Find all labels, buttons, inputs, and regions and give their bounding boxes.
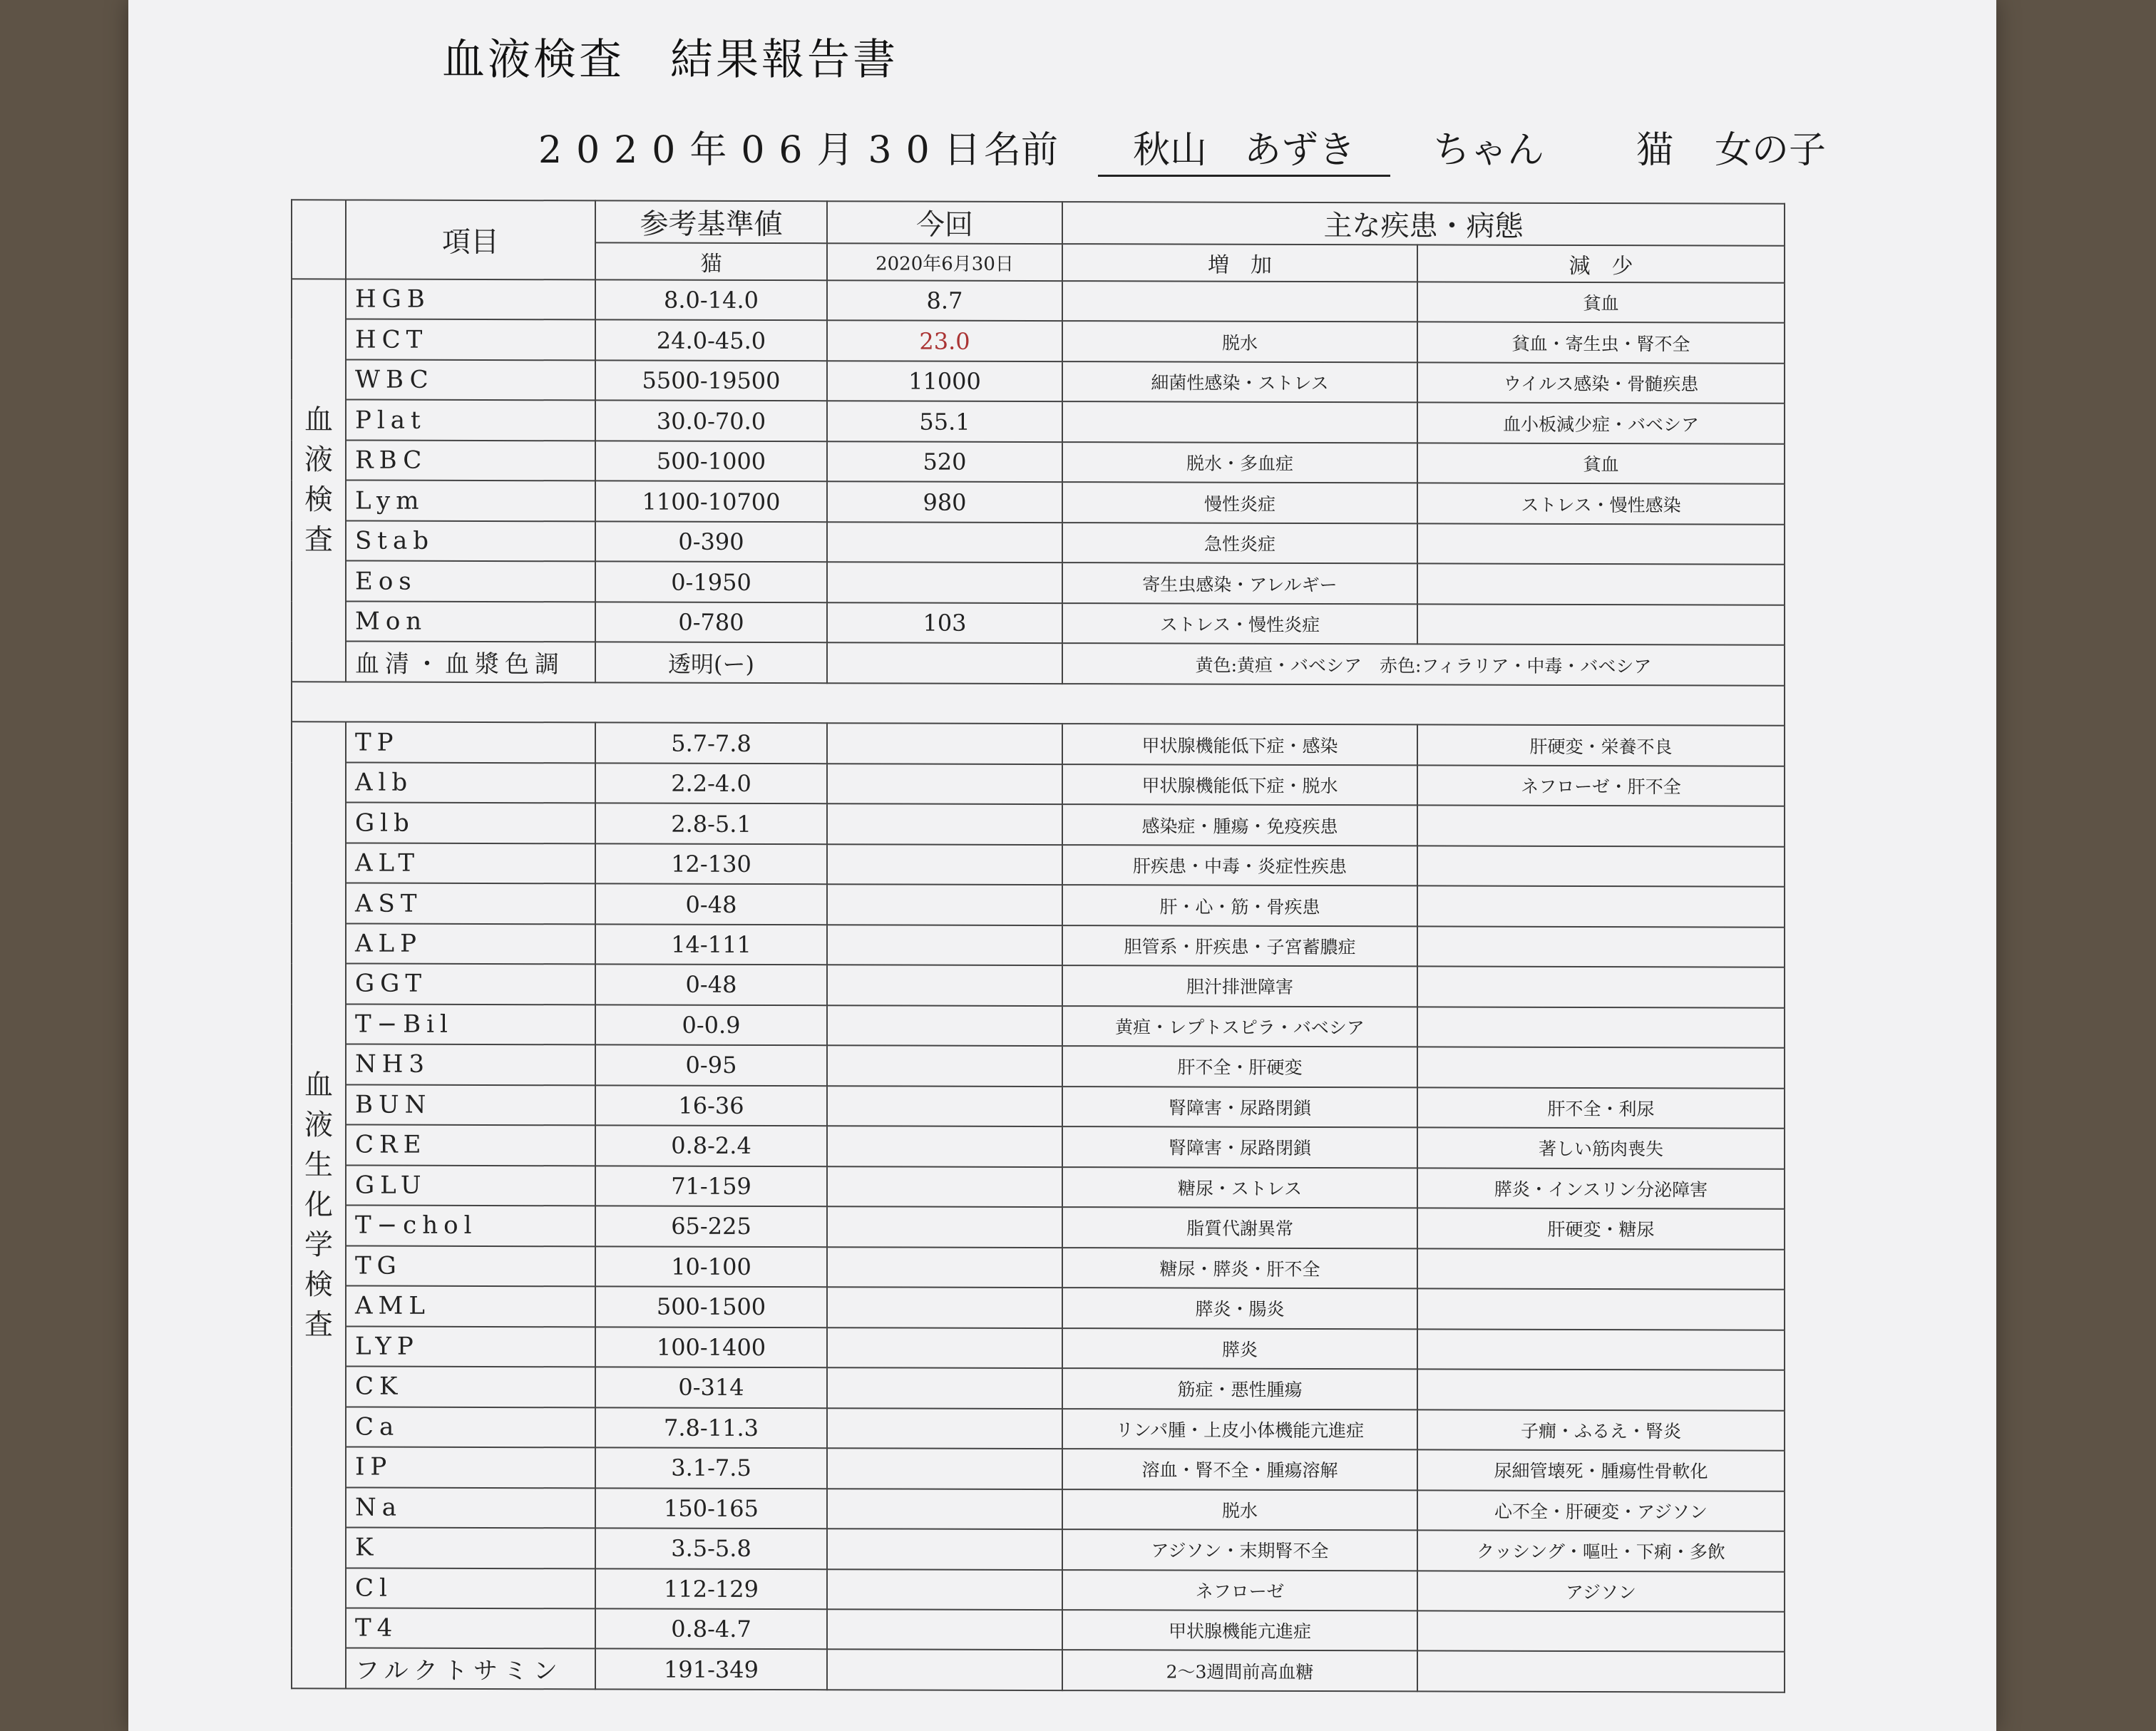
table-row [292, 843, 1785, 887]
decrease-cause [1417, 1007, 1785, 1048]
current-value [827, 1650, 1062, 1690]
section-label-char: 化 [304, 1188, 333, 1222]
test-item: T−chol [346, 1206, 595, 1246]
section-gap-cell [292, 682, 1785, 726]
test-item: IP [346, 1447, 595, 1488]
reference-value: 191-349 [595, 1649, 827, 1690]
test-item: Eos [346, 561, 595, 602]
section-label [292, 279, 346, 682]
test-item: CRE [346, 1125, 595, 1166]
increase-cause: ネフローゼ [1062, 1570, 1417, 1611]
header-item: 項目 [346, 200, 595, 279]
table-row [292, 1608, 1785, 1652]
reference-value: 500-1000 [595, 441, 827, 481]
section-gap [292, 682, 1785, 726]
increase-cause: 脱水・多血症 [1062, 442, 1417, 483]
decrease-cause [1417, 806, 1785, 847]
test-item: HGB [346, 279, 595, 319]
section-label-char: 検 [304, 1268, 333, 1302]
table-row [292, 319, 1785, 364]
current-value [827, 1327, 1062, 1368]
decrease-cause [1417, 523, 1785, 565]
decrease-cause [1417, 1248, 1785, 1290]
table-row [292, 1648, 1785, 1693]
decrease-cause: 心不全・肝硬変・アジソン [1417, 1490, 1785, 1531]
current-value [827, 804, 1062, 845]
test-item: Mon [346, 601, 595, 642]
table-row [292, 1487, 1785, 1531]
decrease-cause: 肝硬変・栄養不良 [1417, 725, 1785, 766]
reference-value: 0-48 [595, 884, 827, 925]
disease-note: 黄色:黄疸・バベシア 赤色:フィラリア・中毒・バベシア [1062, 643, 1785, 685]
increase-cause: 膵炎 [1062, 1328, 1417, 1370]
increase-cause: 慢性炎症 [1062, 483, 1417, 524]
report-date: 2020年06月30日 [538, 129, 995, 172]
test-item: 血清・血漿色調 [346, 642, 595, 682]
current-value [827, 844, 1062, 885]
increase-cause: 肝・心・筋・骨疾患 [1062, 885, 1417, 926]
decrease-cause: 肝硬変・糖尿 [1417, 1208, 1785, 1250]
section-label-char: 生 [304, 1149, 333, 1182]
reference-value: 0-1950 [595, 562, 827, 602]
reference-value: 30.0-70.0 [595, 401, 827, 441]
table-row [292, 1205, 1785, 1249]
current-value [827, 522, 1062, 563]
current-value [827, 884, 1062, 925]
results-table-wrapper [291, 199, 1784, 1693]
decrease-cause: ネフローゼ・肝不全 [1417, 765, 1785, 806]
current-value [827, 965, 1062, 1005]
test-item: TP [346, 722, 595, 763]
test-item: Alb [346, 762, 595, 803]
reference-value: 透明(ー) [595, 642, 827, 683]
reference-value: 0.8-2.4 [595, 1126, 827, 1166]
decrease-cause [1417, 1329, 1785, 1370]
table-row [292, 1004, 1785, 1048]
table-row [292, 883, 1785, 928]
current-value [827, 724, 1062, 764]
reference-value: 2.8-5.1 [595, 803, 827, 844]
test-item: Ca [346, 1407, 595, 1447]
current-value: 11000 [827, 361, 1062, 401]
table-row [292, 481, 1785, 525]
increase-cause: アジソン・末期腎不全 [1062, 1529, 1417, 1571]
reference-value: 10-100 [595, 1246, 827, 1287]
increase-cause: 黄疸・レプトスピラ・バベシア [1062, 1006, 1417, 1047]
increase-cause: リンパ腫・上皮小体機能亢進症 [1062, 1409, 1417, 1450]
increase-cause: 腎障害・尿路閉鎖 [1062, 1126, 1417, 1168]
increase-cause: 肝不全・肝硬変 [1062, 1046, 1417, 1087]
current-value [827, 1206, 1062, 1247]
current-value: 103 [827, 602, 1062, 643]
increase-cause: 2〜3週間前高血糖 [1062, 1650, 1417, 1692]
report-title: 血液検査 結果報告書 [442, 35, 898, 85]
increase-cause: 溶血・腎不全・腫瘍溶解 [1062, 1449, 1417, 1490]
test-item: Na [346, 1487, 595, 1528]
decrease-cause [1417, 967, 1785, 1008]
current-value [827, 1005, 1062, 1046]
current-value [827, 1367, 1062, 1408]
patient-name: 秋山 あずき [1098, 120, 1390, 177]
table-row [292, 561, 1785, 605]
increase-cause: 細菌性感染・ストレス [1062, 361, 1417, 403]
results-table [291, 199, 1785, 1693]
honorific: ちゃん [1433, 129, 1545, 172]
reference-value: 0-0.9 [595, 1005, 827, 1045]
section-label-char: 液 [304, 1109, 333, 1142]
test-item: ALT [346, 843, 595, 883]
decrease-cause [1417, 1369, 1785, 1410]
increase-cause: 感染症・腫瘍・免疫疾患 [1062, 804, 1417, 846]
increase-cause: ストレス・慢性炎症 [1062, 603, 1417, 644]
decrease-cause [1417, 604, 1785, 645]
table-row [292, 279, 1785, 323]
reference-value: 112-129 [595, 1568, 827, 1609]
increase-cause: 胆管系・肝疾患・子宮蓄膿症 [1062, 925, 1417, 967]
current-value: 55.1 [827, 401, 1062, 442]
table-row [292, 1285, 1785, 1330]
decrease-cause: ウイルス感染・骨髄疾患 [1417, 362, 1785, 404]
current-value: 23.0 [827, 321, 1062, 361]
section-label-char: 学 [304, 1228, 333, 1262]
test-item: T4 [346, 1608, 595, 1648]
section-label-char: 液 [304, 443, 333, 477]
section-label-char: 血 [304, 404, 333, 437]
increase-cause: 甲状腺機能亢進症 [1062, 1610, 1417, 1651]
table-row [292, 1366, 1785, 1410]
test-item: NH3 [346, 1044, 595, 1085]
header-disease: 主な疾患・病態 [1062, 202, 1785, 246]
current-value: 520 [827, 441, 1062, 482]
test-item: Plat [346, 400, 595, 441]
section-label-char: 血 [304, 1069, 333, 1102]
current-value [827, 1529, 1062, 1569]
reference-value: 0-314 [595, 1367, 827, 1407]
increase-cause: 糖尿・ストレス [1062, 1167, 1417, 1208]
header-current-date: 2020年6月30日 [827, 243, 1062, 281]
test-item: Cl [346, 1568, 595, 1608]
current-value [827, 1247, 1062, 1288]
table-row [292, 1407, 1785, 1451]
decrease-cause [1417, 564, 1785, 605]
reference-value: 5500-19500 [595, 360, 827, 401]
decrease-cause: ストレス・慢性感染 [1417, 483, 1785, 525]
table-row [292, 440, 1785, 484]
table-row [292, 601, 1785, 645]
reference-value: 150-165 [595, 1488, 827, 1529]
header-increase: 増 加 [1062, 244, 1417, 282]
decrease-cause [1417, 1289, 1785, 1330]
test-item: RBC [346, 440, 595, 481]
increase-cause: 胆汁排泄障害 [1062, 965, 1417, 1007]
current-value [827, 1126, 1062, 1166]
table-row [292, 762, 1785, 806]
reference-value: 65-225 [595, 1206, 827, 1247]
decrease-cause: 膵炎・インスリン分泌障害 [1417, 1168, 1785, 1209]
reference-value: 8.0-14.0 [595, 279, 827, 320]
current-value [827, 643, 1062, 684]
decrease-cause: 子癇・ふるえ・腎炎 [1417, 1409, 1785, 1451]
current-value [827, 1448, 1062, 1489]
reference-value: 0-390 [595, 521, 827, 562]
increase-cause: 寄生虫感染・アレルギー [1062, 563, 1417, 604]
increase-cause: 肝疾患・中毒・炎症性疾患 [1062, 845, 1417, 886]
patient-species: 猫 [1636, 129, 1674, 172]
current-value [827, 1166, 1062, 1207]
reference-value: 1100-10700 [595, 481, 827, 522]
reference-value: 7.8-11.3 [595, 1407, 827, 1448]
reference-value: 0-95 [595, 1045, 827, 1086]
reference-value: 5.7-7.8 [595, 723, 827, 764]
increase-cause: 脂質代謝異常 [1062, 1207, 1417, 1248]
increase-cause: 糖尿・膵炎・肝不全 [1062, 1248, 1417, 1289]
increase-cause: 急性炎症 [1062, 523, 1417, 564]
decrease-cause: 貧血 [1417, 282, 1785, 323]
table-row [292, 1124, 1785, 1168]
reference-value: 14-111 [595, 924, 827, 965]
table-row [292, 1447, 1785, 1491]
test-item: フルクトサミン [346, 1648, 595, 1689]
test-item: WBC [346, 359, 595, 400]
test-item: TG [346, 1245, 595, 1286]
current-value [827, 1086, 1062, 1126]
test-item: ALP [346, 923, 595, 964]
table-row [292, 1527, 1785, 1571]
table-row [292, 963, 1785, 1007]
test-item: Glb [346, 803, 595, 843]
decrease-cause [1417, 1047, 1785, 1089]
decrease-cause [1417, 846, 1785, 887]
reference-value: 2.2-4.0 [595, 763, 827, 803]
patient-sex: 女の子 [1715, 129, 1827, 172]
table-row [292, 1568, 1785, 1612]
reference-value: 12-130 [595, 843, 827, 884]
decrease-cause: 肝不全・利尿 [1417, 1087, 1785, 1129]
current-value: 980 [827, 482, 1062, 523]
increase-cause: 甲状腺機能低下症・脱水 [1062, 764, 1417, 806]
header-corner [292, 200, 346, 279]
name-label: 名前 [984, 129, 1059, 172]
test-item: K [346, 1527, 595, 1568]
table-row [292, 1165, 1785, 1209]
increase-cause: 脱水 [1062, 1489, 1417, 1531]
section-label [292, 722, 346, 1689]
test-item: T−Bil [346, 1004, 595, 1044]
table-row [292, 1245, 1785, 1290]
current-value [827, 1287, 1062, 1327]
decrease-cause [1417, 926, 1785, 967]
table-row [292, 642, 1785, 686]
current-value [827, 563, 1062, 603]
section-label-char: 検 [304, 483, 333, 517]
test-item: AST [346, 883, 595, 924]
table-row [292, 1084, 1785, 1129]
reference-value: 0-780 [595, 602, 827, 642]
table-row [292, 803, 1785, 847]
increase-cause: 筋症・悪性腫瘍 [1062, 1368, 1417, 1409]
decrease-cause [1417, 1651, 1785, 1693]
test-item: GGT [346, 964, 595, 1005]
decrease-cause: アジソン [1417, 1571, 1785, 1612]
current-value [827, 1408, 1062, 1449]
test-item: Lym [346, 481, 595, 521]
current-value [827, 1045, 1062, 1086]
decrease-cause: 貧血・寄生虫・腎不全 [1417, 322, 1785, 364]
current-value [827, 764, 1062, 804]
increase-cause [1062, 281, 1417, 322]
decrease-cause: 尿細管壊死・腫瘍性骨軟化 [1417, 1449, 1785, 1491]
reference-value: 0.8-4.7 [595, 1608, 827, 1649]
decrease-cause: 血小板減少症・バベシア [1417, 403, 1785, 444]
table-row [292, 400, 1785, 444]
table-row [292, 1326, 1785, 1370]
current-value [827, 1569, 1062, 1610]
table-row [292, 359, 1785, 404]
reference-value: 16-36 [595, 1085, 827, 1126]
table-row [292, 923, 1785, 967]
section-label-char: 査 [304, 523, 333, 557]
increase-cause: 膵炎・腸炎 [1062, 1288, 1417, 1329]
test-item: HCT [346, 319, 595, 360]
decrease-cause: クッシング・嘔吐・下痢・多飲 [1417, 1530, 1785, 1571]
reference-value: 71-159 [595, 1166, 827, 1206]
table-row [292, 1044, 1785, 1088]
decrease-cause: 貧血 [1417, 443, 1785, 484]
test-item: LYP [346, 1326, 595, 1367]
test-item: AML [346, 1286, 595, 1327]
table-row [292, 520, 1785, 565]
test-item: CK [346, 1367, 595, 1407]
header-ref-species: 猫 [595, 242, 827, 280]
increase-cause: 甲状腺機能低下症・感染 [1062, 724, 1417, 765]
increase-cause [1062, 402, 1417, 443]
current-value [827, 1609, 1062, 1650]
reference-value: 500-1500 [595, 1286, 827, 1327]
header-ref: 参考基準値 [595, 200, 827, 243]
test-item: Stab [346, 520, 595, 561]
header-current: 今回 [827, 201, 1062, 244]
reference-value: 0-48 [595, 965, 827, 1005]
increase-cause: 脱水 [1062, 322, 1417, 363]
reference-value: 3.1-7.5 [595, 1447, 827, 1488]
table-row [292, 722, 1785, 766]
header-decrease: 減 少 [1417, 245, 1785, 282]
test-item: BUN [346, 1084, 595, 1125]
decrease-cause [1417, 1611, 1785, 1652]
current-value [827, 925, 1062, 965]
section-label-char: 査 [304, 1308, 333, 1342]
current-value: 8.7 [827, 280, 1062, 321]
decrease-cause [1417, 886, 1785, 928]
test-item: GLU [346, 1165, 595, 1206]
reference-value: 100-1400 [595, 1327, 827, 1367]
increase-cause: 腎障害・尿路閉鎖 [1062, 1087, 1417, 1128]
decrease-cause: 著しい筋肉喪失 [1417, 1128, 1785, 1169]
reference-value: 3.5-5.8 [595, 1528, 827, 1568]
current-value [827, 1489, 1062, 1529]
reference-value: 24.0-45.0 [595, 320, 827, 361]
